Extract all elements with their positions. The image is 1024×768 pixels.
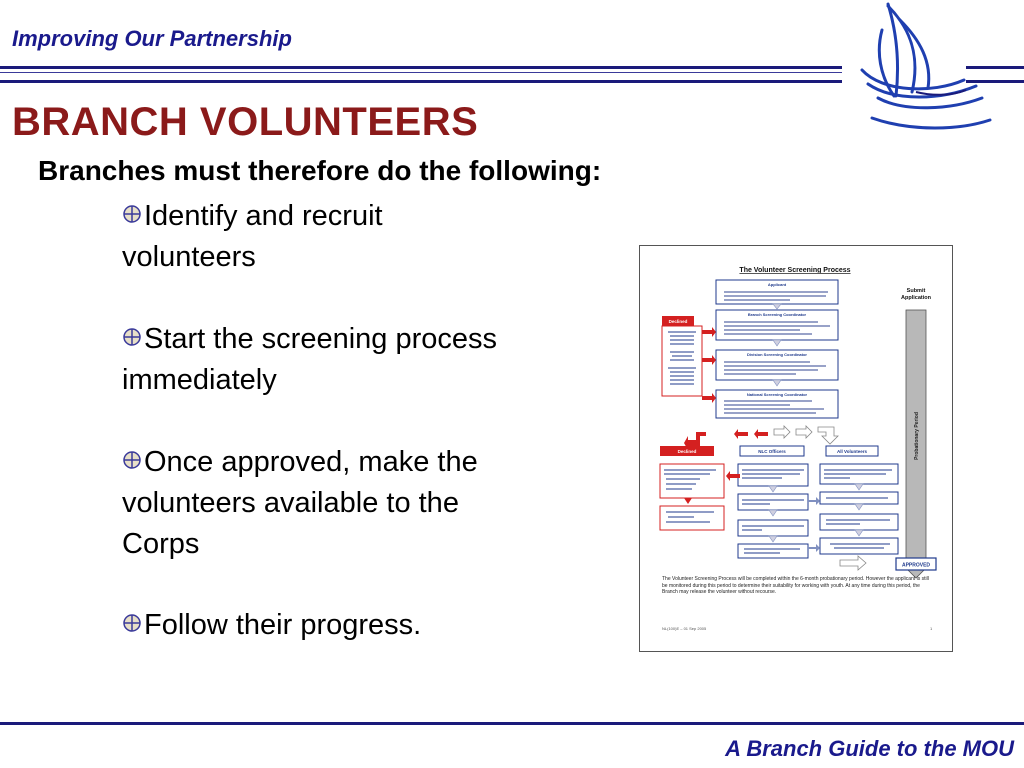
probationary-label: Probationary Period [914, 412, 920, 460]
bullet-text-line: volunteers available to the [122, 487, 459, 519]
bullet-text-line: Start the screening process [144, 323, 498, 355]
globe-bullet-icon [122, 327, 142, 347]
flowchart-diagram [640, 246, 952, 651]
footer-rule [0, 722, 1024, 725]
bullet-item [122, 605, 572, 646]
nlc-step-box [738, 464, 808, 486]
division-coordinator-title: Division Screening Coordinator [746, 352, 808, 357]
approved-label: APPROVED [901, 562, 931, 569]
bullet-text-line: immediately [122, 364, 277, 396]
flowchart-footer-right: 1 [930, 626, 933, 631]
volunteer-step-box [820, 538, 898, 554]
declined-label: Declined [668, 319, 688, 324]
globe-bullet-icon [122, 204, 142, 224]
bullet-item [122, 442, 572, 565]
flowchart-side-label: Submit [906, 288, 926, 294]
bullet-text-line: Follow their progress. [144, 609, 422, 641]
bullet-text-line: Identify and recruit [144, 200, 383, 232]
sailboat-logo-icon [842, 0, 1024, 140]
bullet-text-line: Corps [122, 528, 200, 560]
flowchart-thumbnail [639, 245, 953, 652]
flowchart-caption: The Volunteer Screening Process will be completed within the 6-month probationary period. However the applicant is still be monitored during this period to determine their suitability for working with youth. At any time during this period, the Branch may release the volunteer without recourse. [662, 576, 929, 595]
declined-detail-box-2 [660, 464, 724, 498]
flowchart-title: The Volunteer Screening Process [739, 267, 851, 274]
bullet-item [122, 319, 572, 401]
bullet-text-line: volunteers [122, 241, 256, 273]
bullet-item [122, 196, 572, 278]
globe-bullet-icon [122, 450, 142, 470]
header-rule-top [0, 66, 842, 69]
volunteer-step-box [820, 514, 898, 530]
all-volunteers-label: All Volunteers [837, 449, 867, 454]
nlc-step-box [738, 544, 808, 558]
flowchart-footer-left: NL(100)E – 01 Sep 2005 [662, 626, 707, 631]
bullet-text-line: Once approved, make the [144, 446, 478, 478]
nlc-officers-label: NLC Officers [758, 449, 786, 454]
globe-bullet-icon [122, 613, 142, 633]
footer-title: A Branch Guide to the MOU [725, 736, 1014, 761]
branch-coordinator-title: Branch Screening Coordinator [747, 312, 807, 317]
slide-subtitle: Branches must therefore do the following: [38, 155, 602, 186]
national-coordinator-title: National Screening Coordinator [746, 392, 808, 397]
header-title: Improving Our Partnership [12, 26, 292, 51]
flowchart-side-label: Application [901, 295, 931, 301]
nlc-step-box [738, 494, 808, 510]
applicant-title: Applicant [767, 282, 787, 287]
header-rule-bottom [0, 80, 842, 83]
declined-detail-box-3 [660, 506, 724, 530]
nlc-step-box [738, 520, 808, 536]
header-rule-mid [0, 72, 842, 73]
slide-title: BRANCH VOLUNTEERS [12, 100, 479, 144]
declined-label-2: Declined [677, 449, 697, 454]
